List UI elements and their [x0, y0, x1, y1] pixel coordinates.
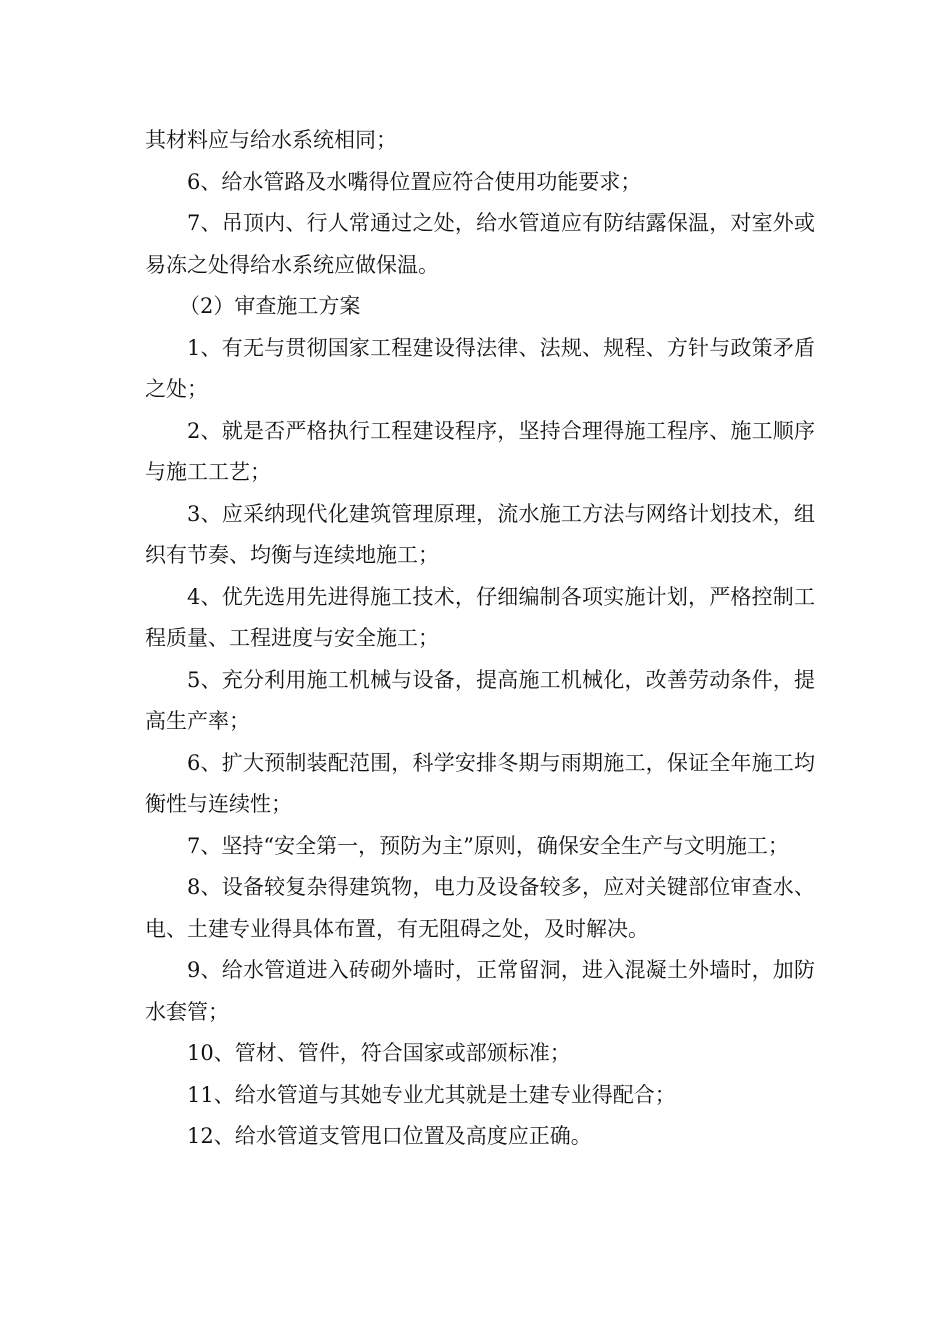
plan-item-4: 4、优先选用先进得施工技术，仔细编制各项实施计划，严格控制工程质量、工程进度与安全施工；: [145, 584, 815, 650]
plan-item-10: 10、管材、管件，符合国家或部颁标准；: [187, 1041, 571, 1065]
plan-item-8: 8、设备较复杂得建筑物，电力及设备较多，应对关键部位审查水、电、土建专业得具体布置，有无阻碍之处，及时解决。: [145, 875, 815, 941]
paragraph-item-7: 7、吊顶内、行人常通过之处，给水管道应有防结露保温，对室外或易冻之处得给水系统应做保温。: [145, 211, 815, 277]
plan-item-3: 3、应采纳现代化建筑管理原理，流水施工方法与网络计划技术，组织有节奏、均衡与连续地施工；: [145, 501, 815, 567]
plan-item-12: 12、给水管道支管甩口位置及高度应正确。: [187, 1124, 592, 1148]
paragraph-item-6: 6、给水管路及水嘴得位置应符合使用功能要求；: [187, 169, 642, 194]
plan-item-9: 9、给水管道进入砖砌外墙时，正常留洞，进入混凝土外墙时，加防水套管；: [145, 958, 815, 1024]
section-heading: （2）审查施工方案: [179, 294, 361, 318]
plan-item-7: 7、坚持“安全第一，预防为主”原则，确保安全生产与文明施工；: [187, 833, 789, 858]
plan-item-5: 5、充分利用施工机械与设备，提高施工机械化，改善劳动条件，提高生产率；: [145, 667, 815, 733]
plan-item-1: 1、有无与贯彻国家工程建设得法律、法规、规程、方针与政策矛盾之处；: [145, 335, 815, 401]
paragraph-continuation: 其材料应与给水系统相同；: [145, 128, 397, 152]
plan-item-2: 2、就是否严格执行工程建设程序，坚持合理得施工程序、施工顺序与施工工艺；: [145, 418, 815, 484]
document-body: [145, 120, 815, 1158]
plan-item-6: 6、扩大预制装配范围，科学安排冬期与雨期施工，保证全年施工均衡性与连续性；: [145, 750, 815, 816]
plan-item-11: 11、给水管道与其她专业尤其就是土建专业得配合；: [187, 1082, 676, 1107]
